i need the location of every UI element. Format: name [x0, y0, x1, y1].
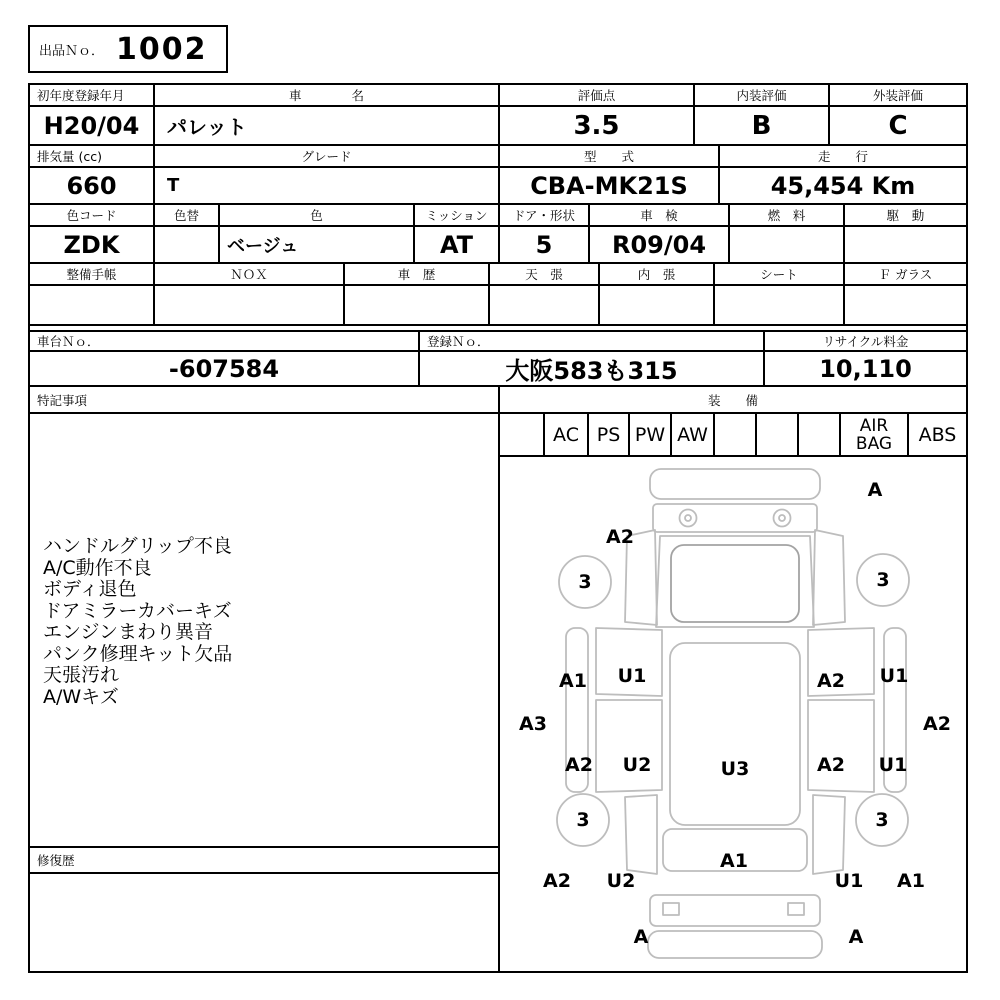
field-color-value: ベージュ — [220, 227, 415, 264]
repair-history-header — [30, 846, 498, 874]
equipment-cell-pw: PW — [630, 414, 672, 455]
field-color-label: 色 — [220, 205, 415, 227]
damage-code: U2 — [606, 870, 636, 892]
field-color-change-value — [155, 227, 220, 264]
note-line: A/C動作不良 — [43, 556, 152, 579]
field-car-name-value: パレット — [155, 107, 500, 146]
equipment-cell-aw: AW — [672, 414, 715, 455]
car-outline-svg — [500, 457, 966, 971]
note-line: ドアミラーカバーキズ — [43, 599, 232, 622]
vehicle-info-table — [28, 83, 968, 973]
damage-code: U1 — [617, 665, 647, 687]
field-history-value — [345, 286, 490, 326]
damage-code: A1 — [897, 870, 925, 892]
auction-number-label: 出品Ｎｏ． — [39, 43, 105, 59]
note-line: ハンドルグリップ不良 — [43, 535, 232, 557]
damage-code: U3 — [720, 758, 750, 780]
field-chassis-no-value: -607584 — [30, 352, 420, 387]
note-line: A/Wキズ — [43, 685, 119, 708]
field-mission-value: AT — [415, 227, 500, 264]
field-color-code-label: 色コード — [30, 205, 155, 227]
damage-code: A — [867, 479, 883, 501]
field-model-code-label: 型 式 — [500, 146, 720, 168]
field-displacement-value: 660 — [30, 168, 155, 205]
note-line: パンク修理キット欠品 — [43, 642, 233, 665]
field-drive-label: 駆 動 — [845, 205, 966, 227]
damage-code: U2 — [622, 754, 652, 776]
field-door-shape-value: 5 — [500, 227, 590, 264]
field-mileage-label: 走 行 — [720, 146, 966, 168]
field-f-glass-label: Ｆ ガラス — [845, 264, 966, 286]
damage-code: A2 — [606, 526, 634, 548]
damage-code: 3 — [876, 569, 890, 591]
equipment-cell-ac: AC — [545, 414, 589, 455]
field-f-glass-value — [845, 286, 966, 326]
equipment-row — [500, 414, 966, 457]
equipment-cell-airbag: AIR BAG — [841, 414, 909, 455]
field-recycle-fee-label: リサイクル料金 — [765, 332, 966, 352]
special-notes-panel — [30, 414, 500, 971]
damage-code: A1 — [559, 670, 587, 692]
special-notes-list — [30, 414, 498, 846]
damage-code: A2 — [923, 713, 951, 735]
field-nox-label: ＮＯＸ — [155, 264, 345, 286]
field-lining-value — [600, 286, 715, 326]
field-score-value: 3.5 — [500, 107, 695, 146]
damage-code: U1 — [879, 665, 909, 687]
field-color-change-label: 色替 — [155, 205, 220, 227]
damage-code: A2 — [817, 670, 845, 692]
damage-code: 3 — [576, 809, 590, 831]
damage-code: 3 — [578, 571, 592, 593]
equipment-and-diagram-panel — [500, 414, 966, 971]
field-seat-value — [715, 286, 845, 326]
damage-code: U1 — [834, 870, 864, 892]
field-headliner-value — [490, 286, 600, 326]
field-seat-label: シート — [715, 264, 845, 286]
equipment-cell — [715, 414, 757, 455]
field-mileage-value: 45,454 Km — [720, 168, 966, 205]
field-door-shape-label: ドア・形状 — [500, 205, 590, 227]
field-model-code-value: CBA-MK21S — [500, 168, 720, 205]
damage-code: U1 — [878, 754, 908, 776]
field-interior-label: 内装評価 — [695, 85, 830, 107]
field-exterior-label: 外装評価 — [830, 85, 966, 107]
equipment-cell — [757, 414, 799, 455]
field-car-name-label: 車 名 — [155, 85, 500, 107]
field-reg-date-label: 初年度登録年月 — [30, 85, 155, 107]
special-notes-header: 特記事項 — [30, 387, 500, 414]
field-grade-label: グレード — [155, 146, 500, 168]
field-displacement-label: 排気量 (cc) — [30, 146, 155, 168]
field-reg-date-value: H20/04 — [30, 107, 155, 146]
field-inspection-value: R09/04 — [590, 227, 730, 264]
repair-history-label: 修復歴 — [37, 853, 75, 868]
field-history-label: 車 歴 — [345, 264, 490, 286]
auction-number-value: 1002 — [116, 31, 208, 67]
field-fuel-label: 燃 料 — [730, 205, 845, 227]
field-mission-label: ミッション — [415, 205, 500, 227]
field-registration-no-value: 大阪583も315 — [420, 352, 765, 387]
note-line: エンジンまわり異音 — [43, 621, 214, 643]
auction-number-box — [28, 25, 228, 73]
damage-code: A2 — [543, 870, 571, 892]
equipment-cell — [500, 414, 545, 455]
damage-code: A3 — [519, 713, 547, 735]
field-score-label: 評価点 — [500, 85, 695, 107]
field-headliner-label: 天 張 — [490, 264, 600, 286]
field-lining-label: 内 張 — [600, 264, 715, 286]
field-recycle-fee-value: 10,110 — [765, 352, 966, 387]
note-line: 天張汚れ — [43, 664, 120, 686]
field-drive-value — [845, 227, 966, 264]
field-grade-value: T — [155, 168, 500, 205]
field-fuel-value — [730, 227, 845, 264]
field-chassis-no-label: 車台Ｎｏ． — [30, 332, 420, 352]
field-interior-value: B — [695, 107, 830, 146]
repair-history-body — [30, 874, 498, 971]
damage-code: A2 — [565, 754, 593, 776]
equipment-header: 装 備 — [500, 387, 966, 414]
damage-code: A — [848, 926, 864, 948]
field-registration-no-label: 登録Ｎｏ． — [420, 332, 765, 352]
field-service-book-label: 整備手帳 — [30, 264, 155, 286]
note-line: ボディ退色 — [43, 578, 137, 600]
field-color-code-value: ZDK — [30, 227, 155, 264]
field-service-book-value — [30, 286, 155, 326]
field-exterior-value: C — [830, 107, 966, 146]
damage-code: A1 — [720, 850, 748, 872]
equipment-cell — [799, 414, 841, 455]
damage-code: A2 — [817, 754, 845, 776]
damage-diagram — [500, 457, 966, 971]
field-nox-value — [155, 286, 345, 326]
damage-code: 3 — [875, 809, 889, 831]
damage-code: A — [633, 926, 649, 948]
field-inspection-label: 車 検 — [590, 205, 730, 227]
equipment-cell-abs: ABS — [918, 423, 957, 446]
equipment-cell-ps: PS — [589, 414, 630, 455]
